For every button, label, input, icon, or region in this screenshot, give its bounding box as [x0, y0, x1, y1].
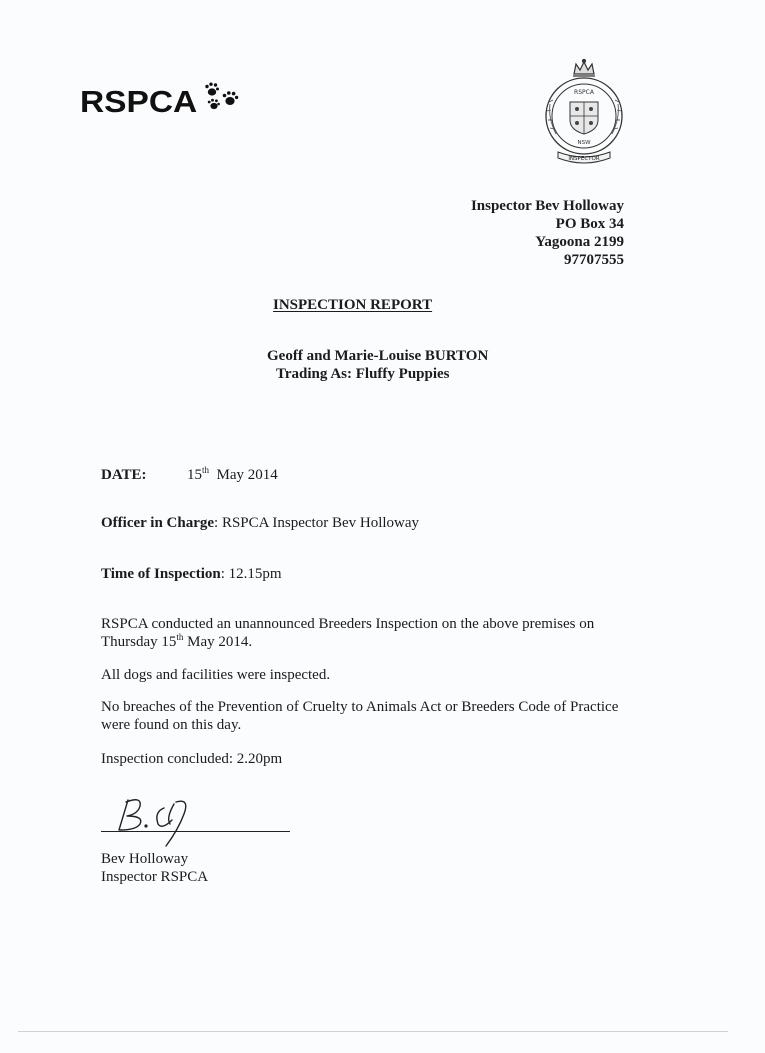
date-day: 15	[187, 467, 202, 483]
suburb: Yagoona 2199	[535, 234, 624, 250]
page-bottom-edge	[18, 1031, 728, 1032]
page-title: INSPECTION REPORT	[273, 297, 433, 313]
date-rest: May 2014	[216, 467, 278, 483]
po-box: PO Box 34	[555, 216, 624, 232]
report-subjects	[267, 347, 488, 383]
phone: 97707555	[564, 252, 624, 268]
paragraph-inspection	[101, 615, 641, 651]
time-value: : 12.15pm	[220, 566, 282, 582]
inspector-name: Inspector Bev Holloway	[470, 198, 624, 214]
officer-value: : RSPCA Inspector Bev Holloway	[214, 515, 420, 531]
officer-row	[101, 515, 419, 532]
signature-image	[100, 790, 295, 850]
p1-line2	[101, 633, 641, 651]
trading-as: Trading As: Fluffy Puppies	[276, 366, 450, 382]
p1-date-rest: May 2014.	[183, 634, 253, 650]
signer-title: Inspector RSPCA	[101, 869, 209, 885]
date-row	[101, 467, 278, 484]
seal-bottom-text: NSW	[577, 140, 591, 146]
p1-suffix: th	[176, 632, 184, 642]
officer-label: Officer in Charge	[101, 515, 215, 531]
inspector-seal-icon	[536, 58, 632, 168]
date-suffix: th	[202, 465, 210, 475]
signer-name: Bev Holloway	[101, 851, 189, 867]
p3-line2: were found on this day.	[101, 717, 242, 733]
paragraph-concluded: Inspection concluded: 2.20pm	[101, 751, 283, 767]
seal-top-text: RSPCA	[574, 89, 594, 96]
time-row	[101, 566, 282, 583]
p3-line1: No breaches of the Prevention of Cruelty to Animals Act or Breeders Code of Practice	[101, 699, 619, 715]
paw-prints-icon	[203, 82, 243, 114]
paragraph-inspected: All dogs and facilities were inspected.	[101, 667, 331, 683]
time-label: Time of Inspection	[101, 566, 221, 582]
signer-block	[101, 850, 208, 886]
date-label: DATE:	[101, 467, 147, 483]
paragraph-breaches	[101, 698, 641, 734]
subject-names: Geoff and Marie-Louise BURTON	[267, 348, 489, 364]
logo-text: RSPCA	[80, 84, 198, 119]
rspca-logo	[80, 84, 243, 120]
p1-date: Thursday 15	[101, 634, 177, 650]
p1-line1: RSPCA conducted an unannounced Breeders Inspection on the above premises on	[101, 616, 595, 632]
inspector-address	[471, 197, 624, 269]
seal-ribbon-text: INSPECTOR	[568, 156, 600, 162]
signature-line	[101, 831, 290, 832]
